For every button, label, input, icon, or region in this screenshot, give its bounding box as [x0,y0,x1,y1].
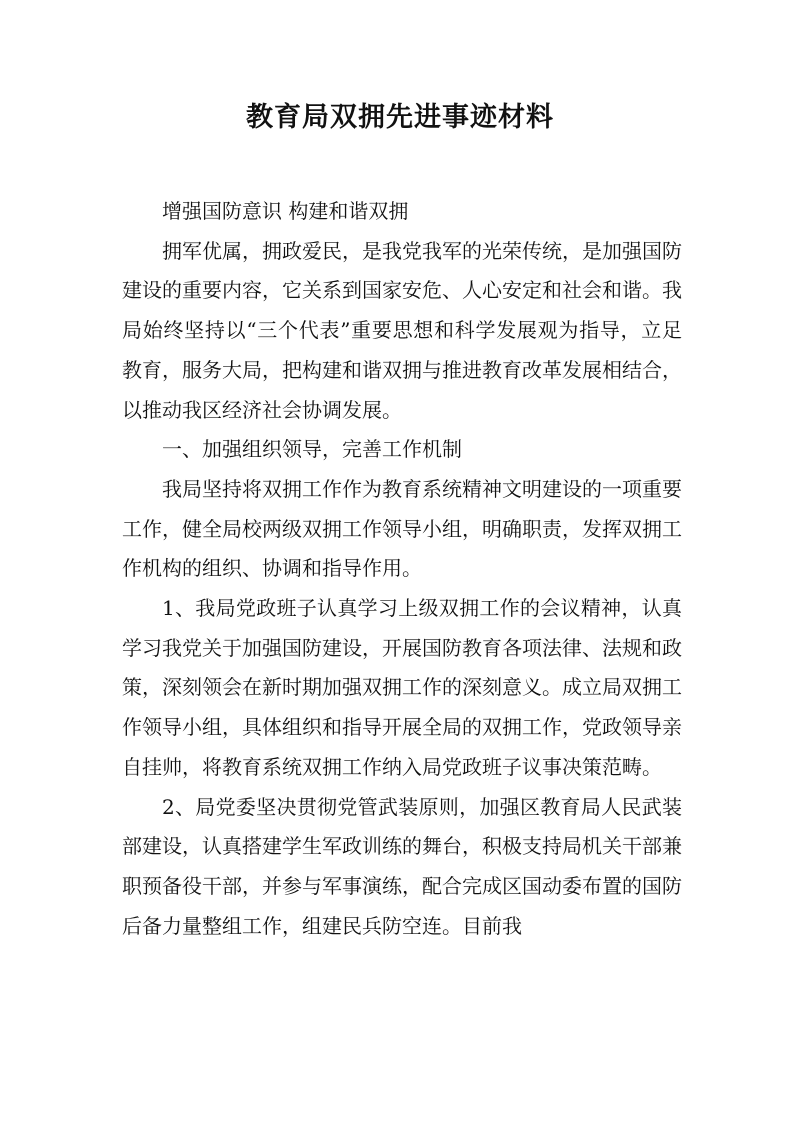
document-title: 教育局双拥先进事迹材料 [246,102,554,133]
item-paragraph-1: 1、我局党政班子认真学习上级双拥工作的会议精神，认真学习我党关于加强国防建设，开展国防教育各项法律、法规和政策，深刻领会在新时期加强双拥工作的深刻意义。成立局双拥工作领导小组，具体组织和指导开展全局的双拥工作，党政领导亲自挂帅，将教育系统双拥工作纳入局党政班子议事决策范畴。 [122,596,682,779]
section-paragraph: 我局坚持将双拥工作作为教育系统精神文明建设的一项重要工作，健全局校两级双拥工作领导小组，明确职责，发挥双拥工作机构的组织、协调和指导作用。 [122,476,682,581]
subtitle-paragraph: 增强国防意识 构建和谐双拥 [162,199,409,223]
section-heading: 一、加强组织领导，完善工作机制 [162,437,462,462]
document-body [122,192,682,946]
intro-paragraph: 拥军优属，拥政爱民，是我党我军的光荣传统，是加强国防建设的重要内容，它关系到国家安危、人心安定和社会和谐。我局始终坚持以“三个代表”重要思想和科学发展观为指导，立足教育，服务大局，把构建和谐双拥与推进教育改革发展相结合，以推动我区经济社会协调发展。 [122,238,682,422]
item-paragraph-2: 2、局党委坚决贯彻党管武装原则，加强区教育局人民武装部建设，认真搭建学生军政训练的舞台，积极支持局机关干部兼职预备役干部，并参与军事演练，配合完成区国动委布置的国防后备力量整组工作，组建民兵防空连。目前我 [122,794,682,938]
